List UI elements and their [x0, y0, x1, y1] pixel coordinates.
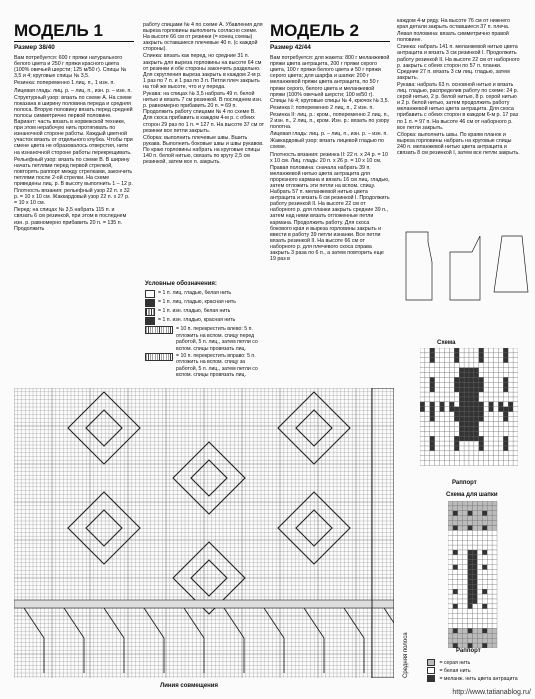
col2-paragraph: Рукава: на спицах № 3,5 набрать 49 п. белой нитью и вязать 7 см резинкой. В последнем изн. р. равномерно прибавить 20 п. = 69 п. Продолжить работу спицами № 4 по схеме В. Для скоса прибавить в каждом 4-м р. с обеих сторон 29 раз по 1 п. = 127 п. На высоте 37 см от резинки все петли закрыть. — [143, 91, 265, 134]
model1-title: МОДЕЛЬ 1 — [14, 21, 103, 40]
watermark: http://www.tatianablog.ru/ — [452, 689, 531, 696]
middle-stripe-label: Средняя полоса — [403, 632, 409, 678]
rapport-label: Раппорт — [452, 480, 477, 486]
model1-column — [14, 22, 134, 233]
line-alignment-label: Линия совмещения — [160, 683, 218, 689]
legend-row — [145, 290, 265, 298]
color-legend-text: = меланж. нить цвета антрацита — [439, 675, 518, 682]
front-half-outline — [406, 232, 432, 300]
back-outline — [450, 236, 480, 300]
jacquard-chart-grid — [420, 348, 518, 466]
model2-paragraph: Резинка I: попеременно 2 лиц. п., 2 изн. п. — [270, 104, 374, 111]
legend — [145, 281, 265, 380]
red-knit-swatch-icon — [145, 299, 155, 307]
model2-paragraph: Правая половина: сначала набрать 39 п. меланжевой нитью цвета антрацита для прорезного кармана и вязать 16 см лиц. гладью, затем отложить эти петли на вспом. спицу. Набрать 57 п. меланжевой нитью цвета антрацита и вязать 6 см резинкой I. Продолжить работу резинкой II. На высоте 22 см от наборного р. для планки закрыть средние 39 п., затем над ними вязать отложенные петли кармана. Продолжить работу. Для скоса бокового края и выреза горловины закрыть и ввести в работу 39 петли изнанки. Все петли вязать резинкой II. На высоте 66 см от наборного р. для плечевого скоса справа закрыть 3 раза по 6 п., а затем повторить еще 19 раз в — [270, 164, 390, 263]
col4-paragraph: каждом 4-м ряду. На высоте 76 см от нижнего края детали закрыть оставшиеся 37 п. плеча. — [397, 18, 510, 31]
cross-right-swatch-icon — [145, 353, 173, 361]
model1-paragraph: Резинка: попеременно 1 лиц. п., 1 изн. п. — [14, 80, 115, 87]
sleeve-outline — [494, 236, 528, 292]
col4-paragraph: Рукава: набрать 63 п. основной нитью и вязать лиц. гладью, распределив работу по схеме: 24 р. серой нитью, 2 р. белой нитью, 8 р. серой нитью и 2 р. белой нитью, затем продолжить работу меланжевой нитью цвета антрацита. Для скоса прибавить с обеих сторон в каждом 6-м р. 17 раз по 1 п. = 97 п. На высоте 46 см от наборного р. все петли закрыть. — [397, 81, 519, 131]
motif-shapes — [68, 392, 350, 614]
col2-paragraph: работу спицами № 4 по схеме А. Убавления для выреза горловины выполнить согласно схеме. На высоте 66 см от резинки (= конец схемы) закрыть оставшиеся плечевые 40 п. (с каждой стороны). — [143, 22, 263, 53]
col4-paragraph: Спинка: набрать 141 п. меланжевой нитью цвета антрацита и вязать 3 см резинкой I. Продолжить работу резинкой II. На высоте 22 см от наборного р. закрыть с обеих сторон по 57 п. планки. Средние 27 п. вязать 3 см лиц. гладью, затем закрыть. — [397, 44, 520, 81]
model2-paragraph: Резинка II: лиц. р.: кром., попеременно 2 лиц. п., 2 изн. п., 2 лиц. п., кром. Изн. р.: вязать по узору полотна. — [270, 111, 390, 131]
white-knit-swatch-icon — [145, 290, 155, 298]
model2-paragraph: Вам потребуется: для жакета: 800 г меланжевой пряжи цвета антрацита, 200 г пряжи серого цвета, 100 г пряжи белого цвета и 50 г пряжи серого цвета; для шарфа и шапки: 200 г меланжевой пряжи цвета антрацита, по 50 г пряжи серого, белого цвета и меланжевой пряжи (100% овечьей шерсти; 100 м/50 г). Спицы № 4; круговые спицы № 4, крючок № 3,5. — [270, 55, 390, 104]
legend-text: = 10 п. перекрестить вправо: 5 п. отложить на вспом. спицу за работой, 5 п. лиц., затем петли со вспом. спицы провязать лиц. — [176, 353, 258, 379]
model1-chart-grid — [14, 388, 394, 678]
model1-paragraph: Структурный узор: вязать по схеме А. На схеме показана в ширину половина переда и средняя полоса. Вторую половину вязать перед средней полосы симметрично первой половине. Вариант: часть вязать в норвежской технике, при этом нерабочую нить протягивать по изнаночной стороне работы. Каждый цветной участок вязать от отдельного клубка. Чтобы при смене цвета не образовалось отверстия, нити на изнаночной стороне работы перекрещивать. — [14, 94, 133, 156]
red-purl-swatch-icon — [145, 317, 155, 325]
model2-column — [270, 22, 390, 263]
model2-paragraph: Лицевая гладь: лиц. р. – лиц. п., изн. р. – изн. п. — [270, 131, 388, 138]
model2-title-rule — [270, 41, 390, 42]
cross-left-swatch-icon — [145, 326, 173, 334]
color-legend-row — [427, 667, 518, 675]
legend-text: = 1 п. изн. гладью, красная нить — [158, 317, 236, 324]
model1-paragraph: Вам потребуется: 600 г пряжи натурального белого цвета и 250 г пряжи красного цвета (100% овечьей шерсти; 125 м/50 г). Спицы № 3,5 и 4; круговые спицы № 3,5. — [14, 55, 127, 80]
model2-paragraph: Жаккардовый узор: вязать лицевой гладью по схеме. — [270, 138, 384, 151]
legend-text: = 1 п. лиц. гладью, белая нить — [158, 290, 232, 297]
model1-paragraph: Рельефный узор: вязать по схеме В. В ширину начать петлями перед первой стрелкой, повторять раппорт между стрелками, закончить петлями после 2-ой стрелки. На схеме приведены лиц. р. В высоту выполнить 1 – 12 р. — [14, 156, 133, 187]
jacket-pattern-diagram — [398, 222, 530, 312]
legend-row — [145, 317, 265, 325]
color-legend-text: = серая нить — [439, 659, 471, 666]
color-legend-row — [427, 675, 518, 683]
col4-paragraph: Сборка: выполнить швы. По краям планок и выреза горловины набрать на круговые спицы 240 п. меланжевой нитью цвета антрацита и связать 8 см резинкой I, затем все петли закрыть. — [397, 131, 520, 156]
model2-title: МОДЕЛЬ 2 — [270, 21, 359, 40]
hat-chart-grid — [448, 501, 498, 648]
white-purl-swatch-icon — [145, 308, 155, 316]
model1-paragraph: Перед: на спицах № 3,5 набрать 115 п. и связать 6 см резинкой, при этом в последнем изн. р. равномерно прибавить 20 п. = 135 п. Продолжить — [14, 207, 127, 232]
white-yarn-swatch-icon — [427, 667, 435, 674]
hat-scheme-label: Схема для шапки — [446, 492, 498, 498]
legend-text: = 10 п. перекрестить влево: 5 п. отложить на вспом. спицу перед работой, 5 п. лиц., затем петли со вспом. спицы провязать лиц. — [176, 326, 258, 352]
model1-size: Размер 38/40 — [14, 44, 55, 51]
color-legend-row — [427, 659, 518, 667]
legend-row — [145, 353, 265, 379]
color-legend-text: = белая нить — [439, 667, 471, 674]
model1-paragraph: Лицевая гладь: лиц. р. – лиц. п., изн. р. – изн. п. — [14, 87, 132, 94]
model1-paragraph: Плотность вязания: рельефный узор 22 п. x 32 р. = 10 x 10 см. Жаккардовый узор 22 п. x 27 р. = 10 x 10 см. — [14, 188, 130, 207]
model2-continued-column — [397, 18, 521, 157]
anthracite-yarn-swatch-icon — [427, 675, 435, 682]
legend-row — [145, 326, 265, 352]
col4-paragraph: Левая половина: вязать симметрично правой половине. — [397, 31, 509, 44]
legend-text: = 1 п. изн. гладью, белая нить — [158, 308, 231, 315]
col2-paragraph: Спинка: вязать как перед, но средние 31 п. закрыть для выреза горловины на высоте 64 см от резинки и обе стороны закончить раздельно. Для скругления выреза закрыть в каждом 2-м р. 1 раз по 7 п. и 1 раз по 3 п. Петли плеч закрыть на той же высоте, что и у переда. — [143, 53, 262, 90]
model1-continued-column — [143, 22, 265, 166]
gray-yarn-swatch-icon — [427, 659, 435, 666]
color-legend — [427, 659, 518, 683]
legend-row — [145, 308, 265, 316]
model2-paragraph: Плотность вязания: резинка II: 22 п. x 24 р. = 10 x 10 см. Лиц. гладь: 20 п. x 26 р. = 10 x 10 см. — [270, 151, 388, 164]
legend-text: = 1 п. лиц. гладью, красная нить — [158, 299, 236, 306]
hat-rapport-label: Раппорт — [456, 648, 481, 654]
legend-row — [145, 299, 265, 307]
scheme-label: Схема — [437, 340, 456, 346]
legend-title: Условные обозначения: — [145, 281, 217, 287]
col2-paragraph: Сборка: выполнить плечевые швы. Вшить рукава. Выполнить боковые швы и швы рукавов. По краю горловины набрать на круговые спицы 140 п. белой нитью, связать по кругу 2,5 см резинкой, затем все п. закрыть. — [143, 134, 264, 166]
cable-pattern — [24, 608, 394, 673]
model1-title-rule — [14, 41, 134, 42]
model2-size: Размер 42/44 — [270, 44, 311, 51]
